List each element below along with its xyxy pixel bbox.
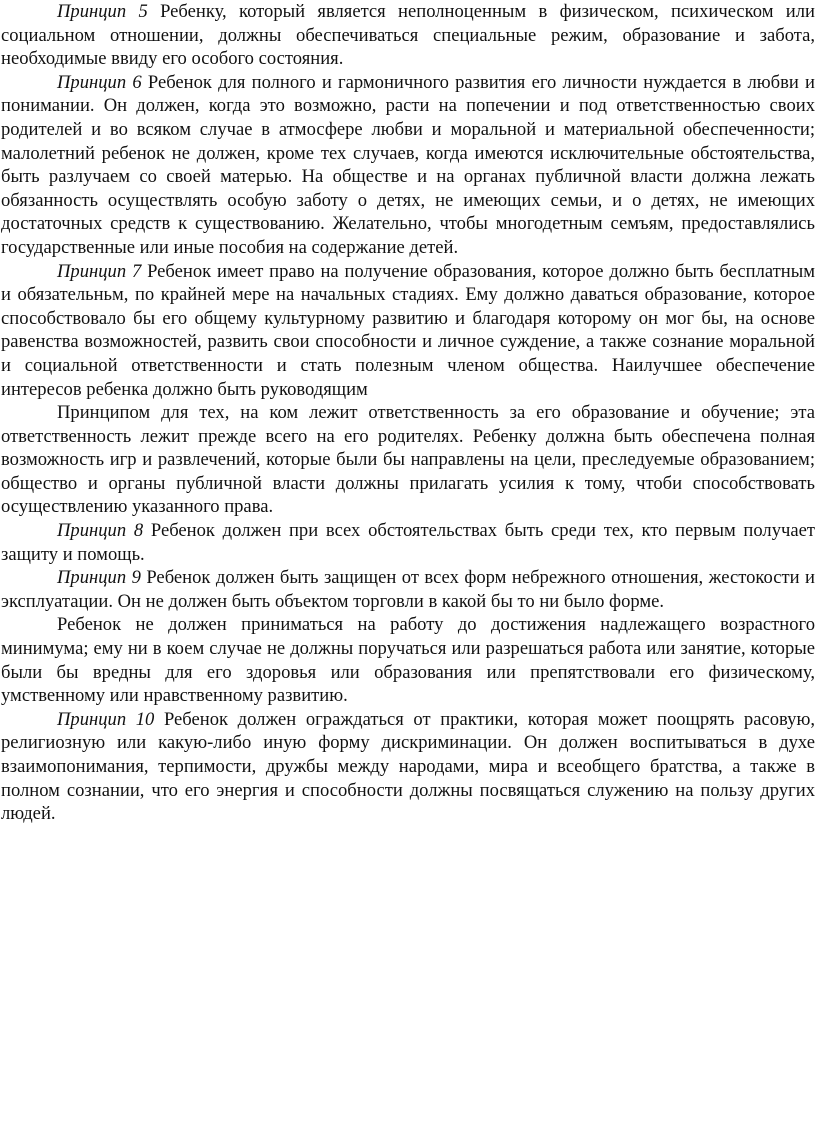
principle-6-label: Принцип 6: [57, 71, 142, 93]
principle-6-paragraph: [1, 71, 815, 260]
principle-10-text: Ребенок должен ограждаться от практики, которая может поощрять расовую, религиозную или какую-либо иную форму дискриминации. Он должен воспитываться в духе взаимопонимания, терпимости, дружбы между народами, мира и всеобщего братства, а также в полном сознании, что его энергия и способности должны посвящаться служению на пользу других людей.: [1, 708, 815, 825]
principle-10-paragraph: [1, 708, 815, 826]
principle-9-paragraph: [1, 566, 815, 613]
principle-6-text: Ребенок для полного и гармоничного развития его личности нуждается в любви и понимании. Он должен, когда это возможно, расти на попечении и под ответственностью своих родителей и во всяком случае в атмосфере любви и моральной и материальной обеспеченности; малолетний ребенок не должен, кроме тех случаев, когда имеются исключительные обстоятельства, быть разлучаем со своей матерью. На обществе и на органах публичной власти должна лежать обязанность осуществлять особую заботу о детях, не имеющих семьи, и о детях, не имеющих достаточных средств к существованию. Желательно, чтобы многодетным семъям, предоставлялись государственные или иные пособия на содержание детей.: [1, 71, 815, 258]
principle-8-text: Ребенок должен при всех обстоятельствах быть среди тех, кто первым получает защиту и помощь.: [1, 520, 815, 565]
principle-7-label: Принцип 7: [57, 260, 142, 282]
principle-5-label: Принцип 5: [57, 1, 148, 22]
principle-10-label: Принцип 10: [57, 708, 155, 730]
principle-7-continuation-text: Принципом для тех, на ком лежит ответственность за его образование и обучение; эта ответственность лежит прежде всего на его родителях. Ребенку должна быть обеспечена полная возможность игр и развлечений, которые были бы направлены на цели, преследуемые образованием; общество и органы публичной власти должны прилагать усилия к тому, чтоби способствовать осуществлению указанного права.: [1, 402, 815, 518]
principle-9-continuation-paragraph: [1, 613, 815, 707]
principle-8-paragraph: [1, 519, 815, 566]
principle-7-continuation-paragraph: [1, 401, 815, 519]
principle-5-paragraph: [1, 0, 815, 71]
principle-7-paragraph: [1, 260, 815, 402]
principle-9-label: Принцип 9: [57, 567, 141, 589]
principle-7-text: Ребенок имеет право на получение образования, которое должно быть бесплатным и обязательньм, по крайней мере на начальных стадиях. Ему должно даваться образование, которое способствовало бы его общему культурному развитию и благодаря которому он мог бы, на основе равенства возможностей, развить свои способности и личное суждение, а также сознание моральной и социальной ответственности и стать полезным членом общества. Наилучшее обеспечение интересов ребенка должно быть руководящим: [1, 260, 815, 400]
principle-5-text: Ребенку, который является неполноценным в физическом, психическом или социальном отношении, должны обеспечиваться специальные режим, образование и забота, необходимые ввиду его особого состояния.: [1, 1, 815, 70]
principle-8-label: Принцип 8: [57, 520, 144, 542]
principle-9-continuation-text: Ребенок не должен приниматься на работу до достижения надлежащего возрастного минимума; ему ни в коем случае не должны поручаться или разрешаться работа или занятие, которые были бы вредны для его здоровья или образования или препятствовали его физическому, умственному или нравственному развитию.: [1, 614, 815, 707]
principle-9-text: Ребенок должен быть защищен от всех форм небрежного отношения, жестокости и эксплуатации. Он не должен быть объектом торговли в какой бы то ни было форме.: [1, 567, 815, 612]
